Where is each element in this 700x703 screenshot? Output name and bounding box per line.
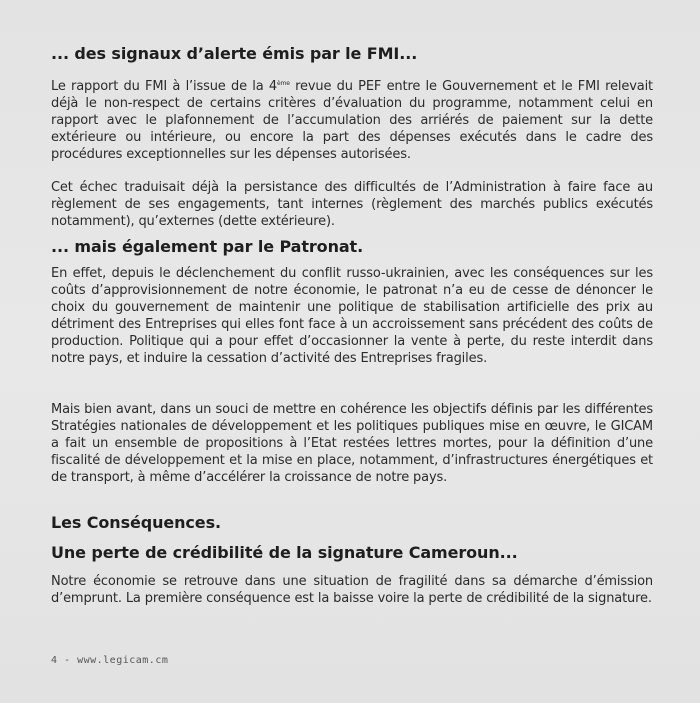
paragraph-russo-ukrainian-conflict: En effet, depuis le déclenchement du conflit russo-ukrainien, avec les conséquences sur les coûts d’approvisionnement de notre économie, le patronat n’a eu de cesse de dénoncer le choix du gouvernement de maintenir une politique de stabilisation artificielle des prix au détriment des Entreprises qui elles font face à un accroissement sans précédent des coûts de production. Politique qui a pour effet d’occasionner la vente à perte, du reste interdit dans notre pays, et induire la cessation d’activité des Entreprises fragiles. xyxy=(51,266,653,366)
ordinal-superscript: ème xyxy=(276,80,290,87)
paragraph-fmi-report-rest: revue du PEF entre le Gouvernement et le FMI relevait déjà le non-respect de certains critères d’évaluation du programme, notamment celui en rapport avec le plafonnement de l’accumulation des arriérés de paiement sur la dette extérieure ou intérieure, ou encore la part des dépenses exécutés dans le cadre des procédures exceptionnelles sur les dépenses autorisées. xyxy=(51,79,653,162)
section-heading-consequences: Les Conséquences. xyxy=(51,513,221,532)
section-heading-patronat: ... mais également par le Patronat. xyxy=(51,237,364,256)
paragraph-gicam-proposals: Mais bien avant, dans un souci de mettre en cohérence les objectifs définis par les différentes Stratégies nationales de développement et les politiques publiques mise en œuvre, le GICAM a fait un ensemble de propositions à l’Etat restées lettres mortes, pour la définition d’une fiscalité de développement et la mise en place, notamment, d’infrastructures énergétiques et de transport, à même d’accélérer la croissance de notre pays. xyxy=(51,402,653,485)
page-footer: 4 - www.legicam.cm xyxy=(51,655,169,666)
paragraph-fmi-report xyxy=(51,78,653,163)
section-heading-fmi: ... des signaux d’alerte émis par le FMI... xyxy=(51,44,418,63)
paragraph-administration-failure: Cet échec traduisait déjà la persistance des difficultés de l’Administration à faire face au règlement de ses engagements, tant internes (règlement des marchés publics exécutés notamment), qu’externes (dette extérieure). xyxy=(51,180,653,229)
paragraph-economy-fragility: Notre économie se retrouve dans une situation de fragilité dans sa démarche d’émission d’emprunt. La première conséquence est la baisse voire la perte de crédibilité de la signature. xyxy=(51,574,653,606)
paragraph-fmi-report-start: Le rapport du FMI à l’issue de la 4 xyxy=(51,79,277,94)
section-subheading-credibility: Une perte de crédibilité de la signature Cameroun... xyxy=(51,543,518,562)
